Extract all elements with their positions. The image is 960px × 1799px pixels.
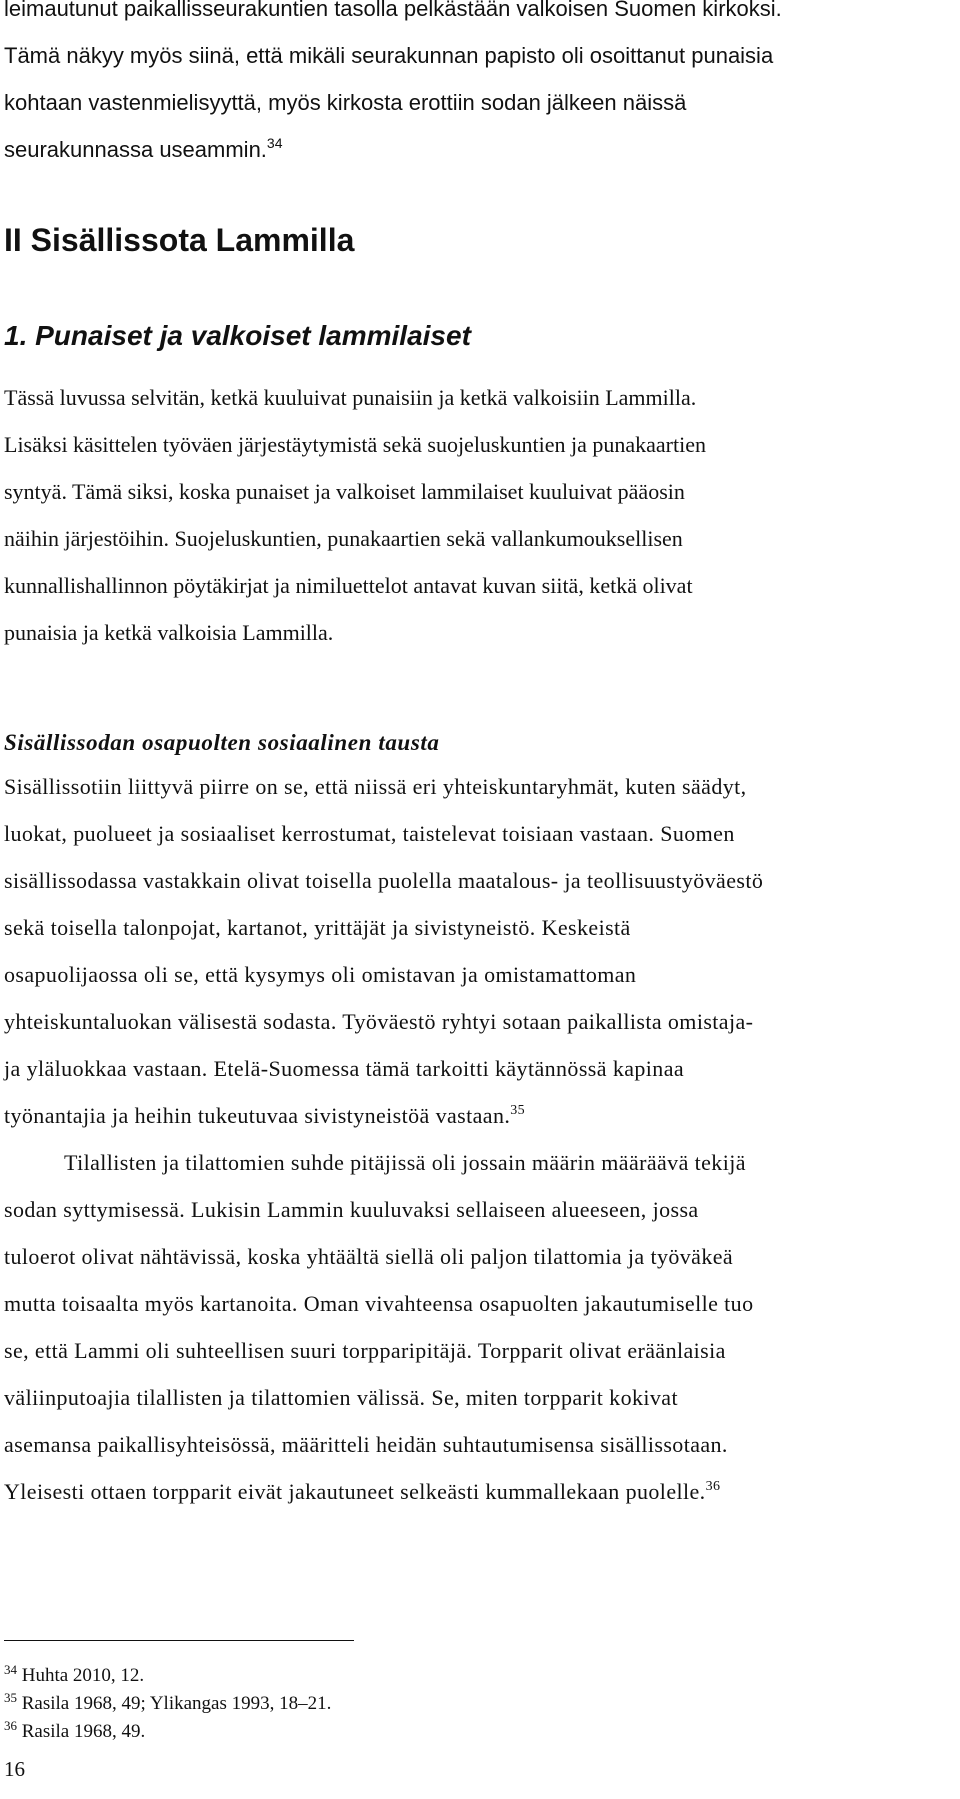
section2-line: yhteiskuntaluokan välisestä sodasta. Työväestö ryhtyi sotaan paikallista omistaja- xyxy=(4,1009,754,1034)
chapter-heading: II Sisällissota Lammilla xyxy=(4,222,355,258)
section-heading: 1. Punaiset ja valkoiset lammilaiset xyxy=(4,320,471,351)
intro-line: kohtaan vastenmielisyyttä, myös kirkosta erottiin sodan jälkeen näissä xyxy=(4,90,687,115)
intro-line: leimautunut paikallisseurakuntien tasolla pelkästään valkoisen Suomen kirkoksi. xyxy=(4,0,782,21)
section2-line-text: työnantajia ja heihin tukeutuvaa sivistyneistöä vastaan. xyxy=(4,1103,511,1128)
subsection-heading: Sisällissodan osapuolten sosiaalinen tausta xyxy=(4,730,440,755)
intro-line-text: seurakunnassa useammin. xyxy=(4,137,267,162)
page-number: 16 xyxy=(4,1757,25,1781)
intro-line xyxy=(4,126,956,173)
footnote-ref-34[interactable]: 34 xyxy=(266,135,283,151)
section2-line: väliinputoajia tilallisten ja tilattomien välissä. Se, miten torpparit kokivat xyxy=(4,1385,678,1410)
footnote-item xyxy=(4,1718,331,1746)
section2-paragraph-2 xyxy=(4,1139,954,1515)
section2-line-text: Yleisesti ottaen torpparit eivät jakautuneet selkeästi kummallekaan puolelle. xyxy=(4,1479,706,1504)
footnote-ref-35[interactable]: 35 xyxy=(510,1103,526,1118)
footnote-text: Huhta 2010, 12. xyxy=(21,1665,145,1686)
intro-line: Tämä näkyy myös siinä, että mikäli seurakunnan papisto oli osoittanut punaisia xyxy=(4,43,774,68)
section1-line: näihin järjestöihin. Suojeluskuntien, punakaartien sekä vallankumouksellisen xyxy=(4,526,683,551)
section2-line: mutta toisaalta myös kartanoita. Oman vivahteensa osapuolten jakautumiselle tuo xyxy=(4,1291,754,1316)
section2-line: osapuolijaossa oli se, että kysymys oli omistavan ja omistamattoman xyxy=(4,962,637,987)
footnote-number: 34 xyxy=(4,1662,17,1677)
footnote-item xyxy=(4,1690,331,1718)
footnote-ref-36[interactable]: 36 xyxy=(705,1479,721,1494)
footnote-number: 36 xyxy=(4,1718,17,1733)
section2-body xyxy=(4,763,954,1515)
section2-paragraph-1 xyxy=(4,763,954,1139)
section2-line: sekä toisella talonpojat, kartanot, yrittäjät ja sivistyneistö. Keskeistä xyxy=(4,915,631,940)
section2-line xyxy=(4,1468,954,1515)
section2-line: asemansa paikallisyhteisössä, määritteli heidän suhtautumisensa sisällissotaan. xyxy=(4,1432,728,1457)
section1-paragraph xyxy=(4,374,956,656)
section2-line: sisällissodassa vastakkain olivat toisella puolella maatalous- ja teollisuustyöväestö xyxy=(4,868,764,893)
section2-line: tuloerot olivat nähtävissä, koska yhtäältä siellä oli paljon tilattomia ja työväkeä xyxy=(4,1244,734,1269)
section2-line: Sisällissotiin liittyvä piirre on se, että niissä eri yhteiskuntaryhmät, kuten säädyt, xyxy=(4,774,747,799)
section2-line: sodan syttymisessä. Lukisin Lammin kuuluvaksi sellaiseen alueeseen, jossa xyxy=(4,1197,699,1222)
section1-line: Lisäksi käsittelen työväen järjestäytymistä sekä suojeluskuntien ja punakaartien xyxy=(4,432,706,457)
intro-paragraph xyxy=(4,0,956,173)
section2-line: se, että Lammi oli suhteellisen suuri torpparipitäjä. Torpparit olivat eräänlaisia xyxy=(4,1338,726,1363)
section1-line: Tässä luvussa selvitän, ketkä kuuluivat punaisiin ja ketkä valkoisiin Lammilla. xyxy=(4,385,697,410)
footnote-divider xyxy=(4,1640,354,1641)
section1-line: syntyä. Tämä siksi, koska punaiset ja valkoiset lammilaiset kuuluivat pääosin xyxy=(4,479,685,504)
section1-line: punaisia ja ketkä valkoisia Lammilla. xyxy=(4,620,334,645)
footnote-item xyxy=(4,1662,331,1690)
footnote-text: Rasila 1968, 49. xyxy=(21,1721,146,1742)
footnote-text: Rasila 1968, 49; Ylikangas 1993, 18–21. xyxy=(21,1693,332,1714)
footnote-list xyxy=(4,1662,331,1746)
section2-line: Tilallisten ja tilattomien suhde pitäjissä oli jossain määrin määräävä tekijä xyxy=(64,1150,746,1175)
section1-line: kunnallishallinnon pöytäkirjat ja nimiluettelot antavat kuvan siitä, ketkä olivat xyxy=(4,573,693,598)
section2-line: luokat, puolueet ja sosiaaliset kerrostumat, taistelevat toisiaan vastaan. Suomen xyxy=(4,821,735,846)
section2-line xyxy=(4,1092,954,1139)
footnote-number: 35 xyxy=(4,1690,17,1705)
section2-line: ja yläluokkaa vastaan. Etelä-Suomessa tämä tarkoitti käytännössä kapinaa xyxy=(4,1056,685,1081)
